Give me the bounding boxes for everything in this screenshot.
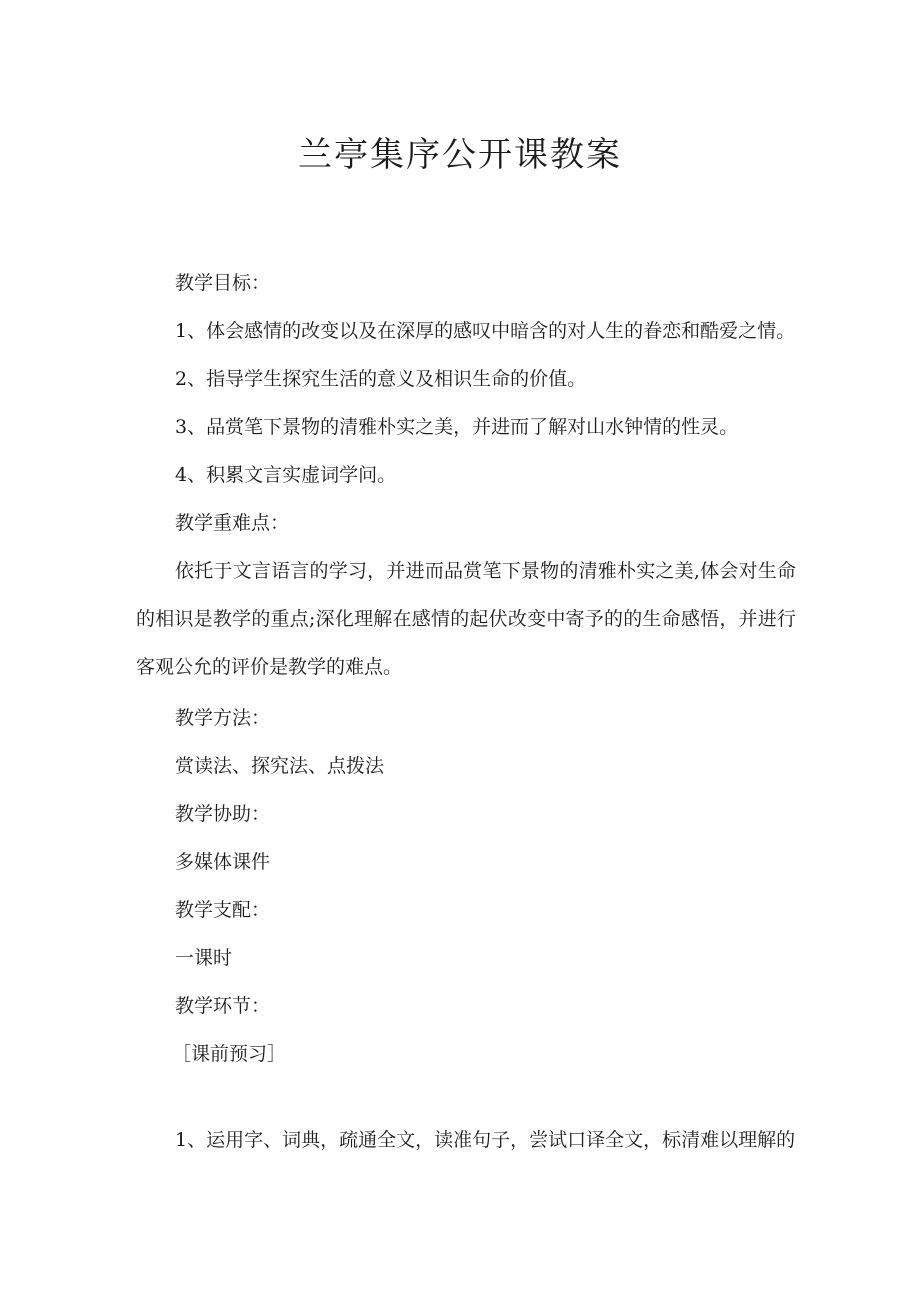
key-points-paragraph: 依托于文言语言的学习，并进而品赏笔下景物的清雅朴实之美,体会对生命的相识是教学的重点;深化理解在感情的起伏改变中寄予的的生命感悟，并进行客观公允的评价是教学的难点。: [136, 560, 796, 678]
preview-heading: ［课前预习］: [172, 1043, 287, 1065]
objective-item-3: 3、品赏笔下景物的清雅朴实之美，并进而了解对山水钟情的性灵。: [175, 416, 739, 438]
steps-heading: 教学环节：: [175, 995, 271, 1017]
schedule-text: 一课时: [175, 947, 233, 969]
objective-item-4: 4、积累文言实虚词学问。: [175, 464, 397, 486]
methods-heading: 教学方法：: [175, 707, 271, 729]
document-title: 兰亭集序公开课教案: [298, 135, 622, 175]
methods-text: 赏读法、探究法、点拨法: [175, 755, 385, 777]
objective-item-1: 1、体会感情的改变以及在深厚的感叹中暗含的对人生的眷恋和酷爱之情。: [175, 320, 796, 342]
schedule-heading: 教学支配：: [175, 899, 271, 921]
objective-item-2: 2、指导学生探究生活的意义及相识生命的价值。: [175, 368, 587, 390]
key-points-heading: 教学重难点：: [175, 512, 290, 534]
aids-text: 多媒体课件: [175, 851, 271, 873]
aids-heading: 教学协助：: [175, 803, 271, 825]
objectives-heading: 教学目标：: [175, 272, 271, 294]
preview-item-1: 1、运用字、词典，疏通全文，读准句子，尝试口译全文，标清难以理解的: [175, 1129, 796, 1151]
